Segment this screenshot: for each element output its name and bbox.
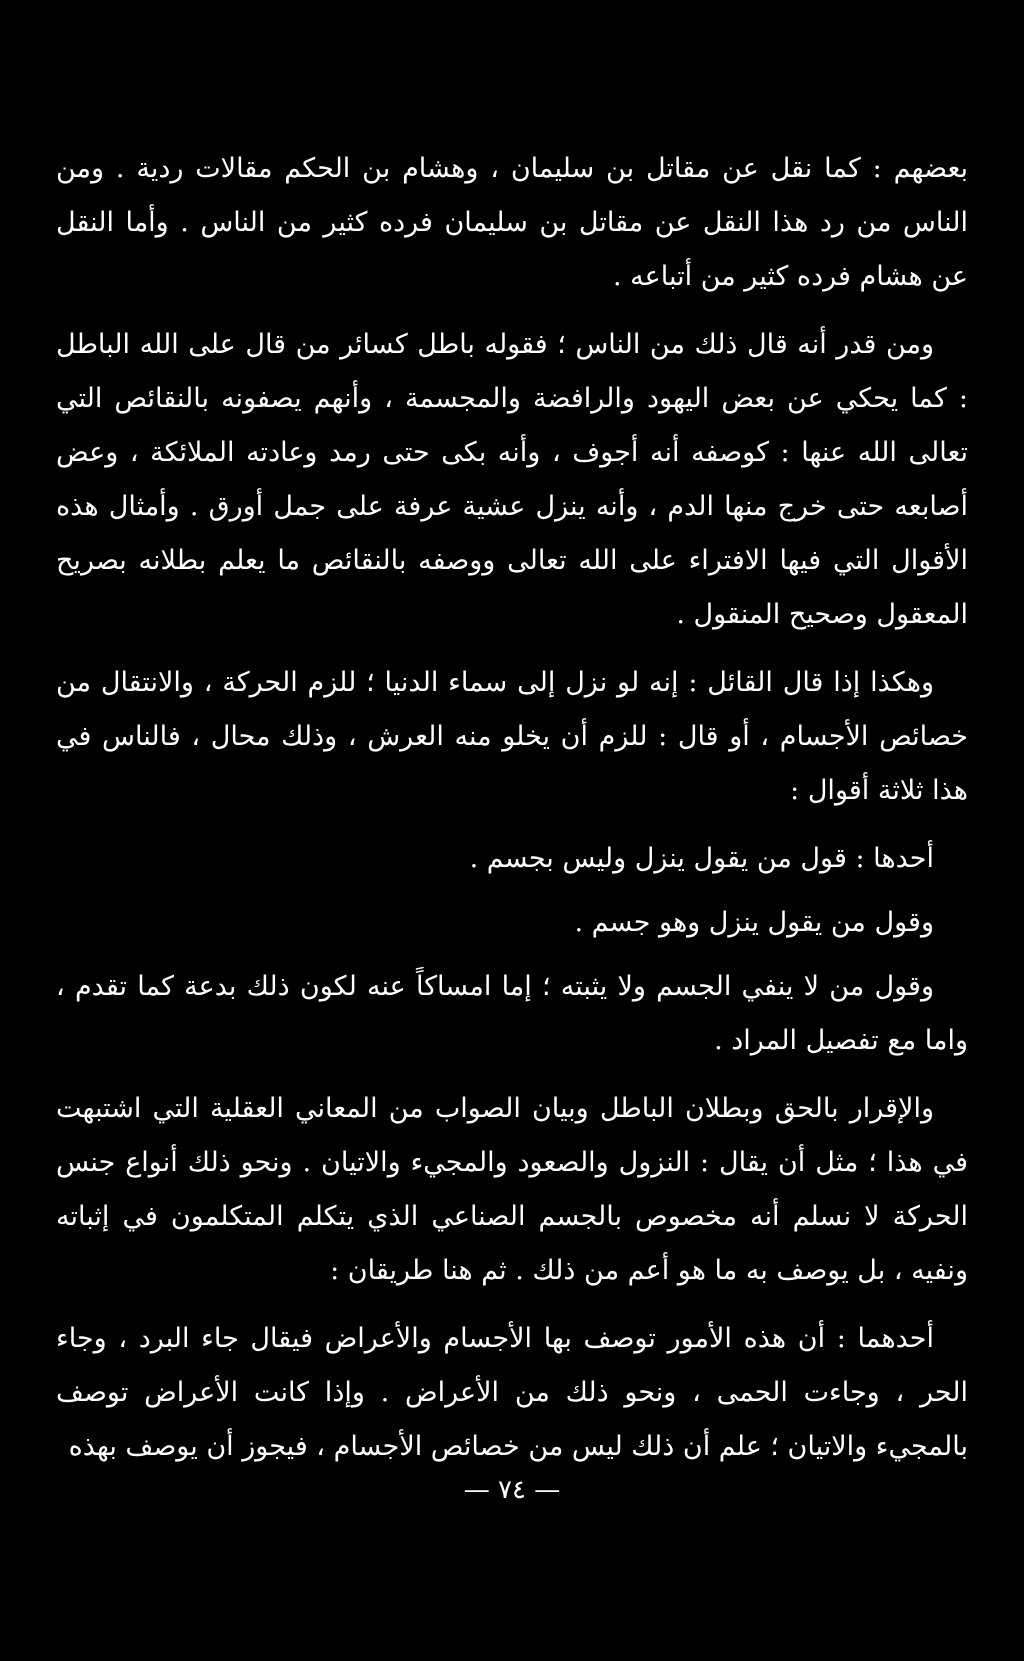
paragraph: وقول من لا ينفي الجسم ولا يثبته ؛ إما امساكاً عنه لكون ذلك بدعة كما تقدم ، واما مع تفصيل المراد . bbox=[56, 971, 968, 1056]
page-number: — ٧٤ — bbox=[463, 1475, 561, 1505]
paragraph: ومن قدر أنه قال ذلك من الناس ؛ فقوله باطل كسائر من قال على الله الباطل : كما يحكي عن بعض اليهود والرافضة والمجسمة ، وأنهم يصفونه بالنقائص التي تعالى الله عنها : كوصفه أنه أجوف ، وأنه بكى حتى رمد وعادته الملائكة ، وعض أصابعه حتى خرج منها الدم ، وأنه ينزل عشية عرفة على جمل أورق . وأمثال هذه الأقوال التي فيها الافتراء على الله تعالى ووصفه بالنقائص ما يعلم بطلانه بصريح المعقول وصحيح المنقول . bbox=[56, 329, 968, 630]
list-item: وقول من يقول ينزل وهو جسم . bbox=[574, 907, 934, 938]
paragraph: أحدهما : أن هذه الأمور توصف بها الأجسام والأعراض فيقال جاء البرد ، وجاء الحر ، وجاءت الحمى ، ونحو ذلك من الأعراض . وإذا كانت الأعراض توصف بالمجيء والاتيان ؛ علم أن ذلك ليس من خصائص الأجسام ، فيجوز أن يوصف بهذه bbox=[56, 1323, 968, 1462]
body-text bbox=[56, 142, 968, 1488]
list-item: أحدها : قول من يقول ينزل وليس بجسم . bbox=[469, 843, 934, 874]
paragraph: وهكذا إذا قال القائل : إنه لو نزل إلى سماء الدنيا ؛ للزم الحركة ، والانتقال من خصائص الأجسام ، أو قال : للزم أن يخلو منه العرش ، وذلك محال ، فالناس في هذا ثلاثة أقوال : bbox=[56, 667, 968, 806]
paragraph: بعضهم : كما نقل عن مقاتل بن سليمان ، وهشام بن الحكم مقالات ردية . ومن الناس من رد هذا النقل عن مقاتل بن سليمان فرده كثير من الناس . وأما النقل عن هشام فرده كثير من أتباعه . bbox=[56, 153, 968, 292]
paragraph: والإقرار بالحق وبطلان الباطل وبيان الصواب من المعاني العقلية التي اشتبهت في هذا ؛ مثل أن يقال : النزول والصعود والمجيء والاتيان . ونحو ذلك أنواع جنس الحركة لا نسلم أنه مخصوص بالجسم الصناعي الذي يتكلم المتكلمون في إثباته ونفيه ، بل يوصف به ما هو أعم من ذلك . ثم هنا طريقان : bbox=[56, 1093, 968, 1286]
